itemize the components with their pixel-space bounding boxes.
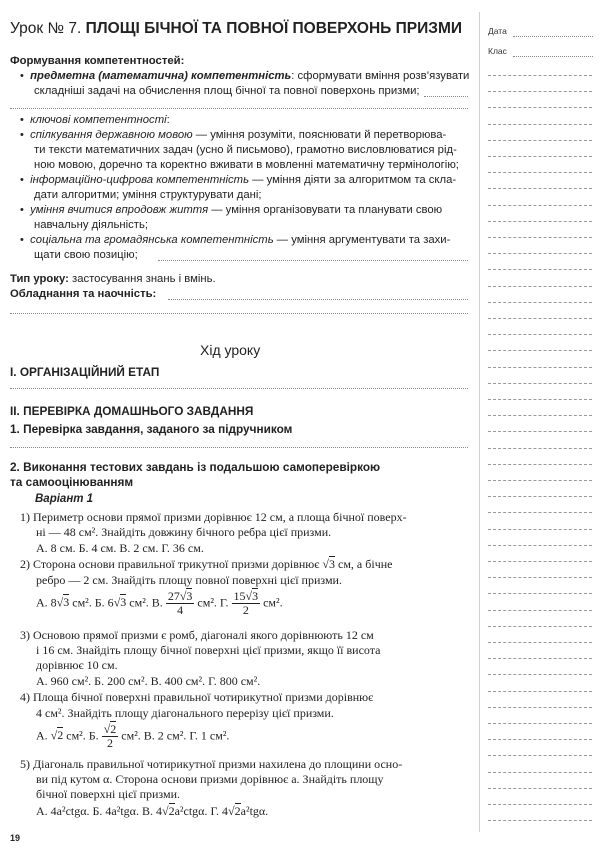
task2-unit: см². bbox=[260, 595, 283, 610]
margin-note-line bbox=[488, 512, 592, 513]
equipment-line bbox=[168, 299, 468, 300]
page-number: 19 bbox=[10, 833, 21, 843]
subject-competence-line2 bbox=[34, 84, 420, 99]
margin-note-line bbox=[488, 399, 592, 400]
subsection-tests-line1: 2. Виконання тестових завдань із подальшою самоперевіркою bbox=[10, 460, 381, 474]
lesson-title-text: ПЛОЩІ БІЧНОЇ ТА ПОВНОЇ ПОВЕРХОНЬ ПРИЗМИ bbox=[85, 20, 463, 37]
margin-note-line bbox=[488, 448, 592, 449]
lesson-type-value: застосування знань і вмінь. bbox=[68, 273, 216, 285]
margin-note-line bbox=[488, 707, 592, 708]
margin-note-line bbox=[488, 205, 592, 206]
communication-line3: ною мовою, доречно та коректно вживати в мовленні математичну термінологію; bbox=[34, 159, 459, 171]
section-homework-check: ІІ. ПЕРЕВІРКА ДОМАШНЬОГО ЗАВДАННЯ bbox=[10, 404, 254, 418]
margin-note-line bbox=[488, 593, 592, 594]
task3-line2: і 16 см. Знайдіть площу бічної поверхні цієї призми, якщо її висота bbox=[36, 643, 381, 657]
margin-note-line bbox=[488, 788, 592, 789]
communication-line2: ти тексти математичних задач (усно й письмово), грамотно висловлюватися рід- bbox=[34, 144, 457, 156]
bullet-icon: • bbox=[20, 234, 24, 246]
subject-competence-text: : сформувати вміння розв’язувати bbox=[291, 70, 470, 82]
bullet-icon: • bbox=[20, 70, 24, 82]
write-line bbox=[10, 313, 468, 314]
task2-line1 bbox=[20, 557, 392, 572]
margin-note-line bbox=[488, 91, 592, 92]
margin-note-line bbox=[488, 723, 592, 724]
lesson-type-label: Тип уроку: bbox=[10, 273, 69, 285]
fraction-numerator: 15 bbox=[233, 589, 246, 603]
competencies-heading: Формування компетентностей: bbox=[10, 55, 185, 67]
key-competence-colon: : bbox=[166, 114, 170, 126]
subject-competence-line1 bbox=[20, 69, 469, 84]
task5-sqrt-d: 2 bbox=[234, 804, 241, 818]
task2-answer-d: см². Г. bbox=[194, 595, 232, 610]
sqrt-icon: √ bbox=[113, 595, 121, 610]
sqrt-icon: √ bbox=[161, 804, 169, 818]
task2-line2: ребро — 2 см. Знайдіть площу повної поверхні цієї призми. bbox=[36, 573, 342, 587]
task4-answers bbox=[36, 723, 229, 750]
fill-line bbox=[158, 260, 468, 261]
margin-note-line bbox=[488, 658, 592, 659]
task1-line1: 1) Периметр основи прямої призми дорівнює 12 см, а площа бічної поверх- bbox=[20, 510, 407, 524]
task3-line3: дорівнює 10 см. bbox=[36, 658, 118, 672]
task3-line1: 3) Основою прямої призми є ромб, діагоналі якого дорівнюють 12 см bbox=[20, 628, 374, 642]
task2-answer-b: см². Б. 6 bbox=[69, 595, 114, 610]
margin-note-line bbox=[488, 253, 592, 254]
margin-note-line bbox=[488, 545, 592, 546]
lesson-title bbox=[10, 20, 462, 38]
task4-line2: 4 см². Знайдіть площу діагонального перерізу цієї призми. bbox=[36, 706, 334, 720]
fraction-sqrt: 3 bbox=[252, 589, 259, 603]
subsection-tests-line2: та самооцінюванням bbox=[10, 475, 134, 489]
margin-note-line bbox=[488, 496, 592, 497]
civic-line2: щати свою позицію; bbox=[34, 249, 138, 261]
date-label: Дата bbox=[488, 26, 507, 36]
margin-note-line bbox=[488, 577, 592, 578]
margin-note-line bbox=[488, 286, 592, 287]
variant-label: Варіант 1 bbox=[35, 493, 94, 505]
task4-answer-a-sqrt: 2 bbox=[57, 728, 64, 743]
task4-fraction-b bbox=[102, 723, 119, 750]
task5-line2: ви під кутом α. Сторона основи призми дорівнює a. Знайдіть площу bbox=[36, 772, 384, 786]
margin-note-line bbox=[488, 772, 592, 773]
task1-line2: ні — 48 см². Знайдіть довжину бічного ребра цієї призми. bbox=[36, 525, 332, 539]
margin-note-line bbox=[488, 755, 592, 756]
civic-text: — уміння аргументувати та захи- bbox=[273, 234, 451, 246]
task1-answers: А. 8 см. Б. 4 см. В. 2 см. Г. 36 см. bbox=[36, 541, 204, 555]
civic-line1 bbox=[20, 233, 450, 248]
digital-label: інформаційно-цифрова компетентність bbox=[30, 174, 250, 186]
sqrt-icon: √ bbox=[179, 589, 187, 603]
fraction-numerator: 27 bbox=[167, 589, 180, 603]
fraction-denominator: 2 bbox=[106, 736, 113, 750]
margin-note-line bbox=[488, 480, 592, 481]
task2-text: 2) Сторона основи правильної трикутної призми дорівнює bbox=[20, 557, 323, 571]
task5-answers bbox=[36, 804, 268, 819]
key-competence-label: ключові компетентності bbox=[30, 114, 167, 126]
sqrt-icon: √ bbox=[228, 804, 235, 818]
margin-note-line bbox=[488, 107, 592, 108]
margin-note-line bbox=[488, 804, 592, 805]
margin-note-line bbox=[488, 739, 592, 740]
margin-note-line bbox=[488, 269, 592, 270]
task2-answer-c: см². В. bbox=[126, 595, 166, 610]
task4-answer-b: см². Б. bbox=[63, 728, 102, 743]
margin-note-line bbox=[488, 367, 592, 368]
bullet-icon: • bbox=[20, 174, 24, 186]
fraction-sqrt: 2 bbox=[110, 722, 117, 736]
task4-answers-rest: см². В. 2 см². Г. 1 см². bbox=[118, 728, 230, 743]
sqrt-icon: √ bbox=[103, 722, 111, 736]
task4-line1: 4) Площа бічної поверхні правильної чотирикутної призми дорівнює bbox=[20, 690, 374, 704]
write-line bbox=[10, 447, 468, 448]
margin-note-line bbox=[488, 140, 592, 141]
subsection-textbook-check: 1. Перевірка завдання, заданого за підручником bbox=[10, 422, 293, 436]
margin-note-line bbox=[488, 350, 592, 351]
margin-note-line bbox=[488, 124, 592, 125]
margin-note-line bbox=[488, 820, 592, 821]
lifelong-text: — уміння організовувати та планувати свою bbox=[208, 204, 443, 216]
sqrt-icon: √ bbox=[50, 728, 58, 743]
margin-note-line bbox=[488, 383, 592, 384]
margin-note-line bbox=[488, 431, 592, 432]
margin-note-line bbox=[488, 626, 592, 627]
margin-note-line bbox=[488, 529, 592, 530]
margin-note-line bbox=[488, 674, 592, 675]
margin-note-line bbox=[488, 691, 592, 692]
fraction-denominator: 2 bbox=[242, 603, 249, 617]
bullet-icon: • bbox=[20, 204, 24, 216]
fill-line bbox=[424, 96, 468, 97]
lifelong-line2: навчальну діяльність; bbox=[34, 219, 148, 231]
margin-note-line bbox=[488, 188, 592, 189]
digital-text: — уміння діяти за алгоритмом та скла- bbox=[249, 174, 457, 186]
communication-text: — уміння розуміти, пояснювати й перетворюва- bbox=[192, 129, 447, 141]
task2-answer-b-sqrt: 3 bbox=[120, 595, 127, 610]
course-heading: Хід уроку bbox=[200, 342, 261, 358]
task5-sqrt-c: 2 bbox=[168, 804, 175, 818]
task5-line1: 5) Діагональ правильної чотирикутної призми нахилена до площини осно- bbox=[20, 757, 403, 771]
margin-note-line bbox=[488, 75, 592, 76]
write-line bbox=[10, 108, 468, 109]
sqrt-icon: √ bbox=[56, 595, 64, 610]
margin-note-line bbox=[488, 221, 592, 222]
margin-note-line bbox=[488, 561, 592, 562]
sqrt-icon: √ bbox=[245, 589, 253, 603]
margin-note-line bbox=[488, 172, 592, 173]
subject-competence-text2: складніші задачі на обчислення площ бічної та повної поверхонь призми; bbox=[34, 85, 420, 97]
lifelong-line1 bbox=[20, 203, 442, 218]
fraction-sqrt: 3 bbox=[186, 589, 193, 603]
margin-note-line bbox=[488, 237, 592, 238]
sqrt-icon: √ bbox=[322, 557, 330, 571]
bullet-icon: • bbox=[20, 129, 24, 141]
task3-answers: А. 960 см². Б. 200 см². В. 400 см². Г. 800 см². bbox=[36, 674, 261, 688]
task2-fraction-d bbox=[232, 590, 261, 617]
task5-answer-d: a²tgα. bbox=[240, 804, 269, 818]
lifelong-label: уміння вчитися впродовж життя bbox=[30, 204, 209, 216]
task2-sqrt-value: 3 bbox=[329, 557, 336, 571]
class-field-line bbox=[513, 56, 593, 57]
task4-answer-a: А. bbox=[36, 728, 51, 743]
task2-fraction-c bbox=[166, 590, 195, 617]
margin-note-line bbox=[488, 156, 592, 157]
communication-line1 bbox=[20, 128, 446, 143]
civic-label: соціальна та громадянська компетентність bbox=[30, 234, 274, 246]
equipment-label: Обладнання та наочність: bbox=[10, 288, 157, 300]
task2-answer-a-sqrt: 3 bbox=[63, 595, 70, 610]
fraction-denominator: 4 bbox=[177, 603, 184, 617]
margin-note-line bbox=[488, 318, 592, 319]
margin-note-line bbox=[488, 610, 592, 611]
margin-note-line bbox=[488, 302, 592, 303]
date-field-line bbox=[513, 36, 593, 37]
margin-divider bbox=[479, 12, 480, 832]
lesson-type bbox=[10, 272, 216, 287]
task5-line3: бічної поверхні цієї призми. bbox=[36, 787, 180, 801]
write-line bbox=[10, 388, 468, 389]
digital-line2: дати алгоритми; уміння структурувати дані; bbox=[34, 189, 262, 201]
subject-competence-label: предметна (математична) компетентність bbox=[30, 70, 292, 82]
task2-text-end: см, а бічне bbox=[335, 557, 393, 571]
task2-answers bbox=[36, 590, 283, 617]
margin-note-line bbox=[488, 334, 592, 335]
communication-label: спілкування державною мовою bbox=[30, 129, 193, 141]
margin-note-line bbox=[488, 464, 592, 465]
digital-line1 bbox=[20, 173, 456, 188]
margin-note-line bbox=[488, 642, 592, 643]
section-organizational: І. ОРГАНІЗАЦІЙНИЙ ЕТАП bbox=[10, 365, 160, 379]
key-competence-heading bbox=[20, 113, 170, 128]
task5-answer-ab: А. 4a²ctgα. Б. 4a²tgα. В. 4 bbox=[36, 804, 162, 818]
task5-answer-c: a²ctgα. Г. 4 bbox=[174, 804, 229, 818]
bullet-icon: • bbox=[20, 114, 24, 126]
margin-note-line bbox=[488, 415, 592, 416]
lesson-number: Урок № 7. bbox=[10, 20, 82, 37]
class-label: Клас bbox=[488, 46, 507, 56]
task2-answer-a: А. 8 bbox=[36, 595, 57, 610]
